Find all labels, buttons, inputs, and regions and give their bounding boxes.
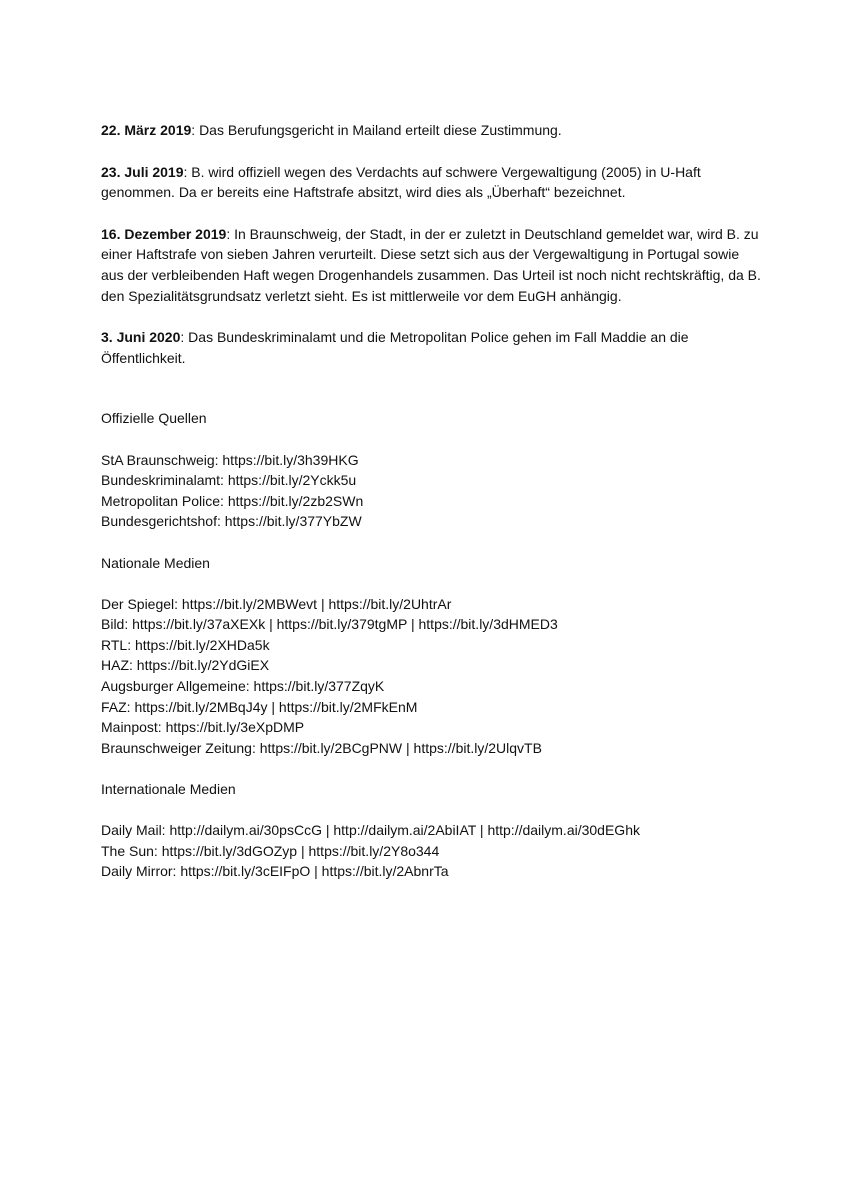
timeline-date: 3. Juni 2020 [101,329,181,346]
timeline-entry [101,120,761,141]
timeline-text: : Das Bundeskriminalamt und die Metropolitan Police gehen im Fall Maddie an die Öffentlichkeit. [101,329,689,366]
spacer [101,368,761,408]
source-line: Augsburger Allgemeine: https://bit.ly/377ZqyK [101,678,385,695]
section-heading-international: Internationale Medien [101,781,236,798]
section-heading-official: Offizielle Quellen [101,410,207,427]
source-line: FAZ: https://bit.ly/2MBqJ4y | https://bit.ly/2MFkEnM [101,698,418,715]
section-heading-national: Nationale Medien [101,554,210,571]
timeline-date: 22. März 2019 [101,122,192,138]
source-line: HAZ: https://bit.ly/2YdGiEX [101,657,270,674]
source-list-official [101,450,761,532]
source-line: Metropolitan Police: https://bit.ly/2zb2SWn [101,492,364,509]
source-line: Bundeskriminalamt: https://bit.ly/2Yckk5u [101,472,357,489]
timeline-text: : Das Berufungsgericht in Mailand erteilt diese Zustimmung. [191,122,562,138]
timeline-date: 23. Juli 2019 [101,163,184,180]
source-line: Der Spiegel: https://bit.ly/2MBWevt | https://bit.ly/2UhtrAr [101,595,452,612]
source-line: Daily Mail: http://dailym.ai/30psCcG | http://dailym.ai/2AbiIAT | http://dailym.ai/30dEGhk [101,822,640,839]
source-list-national [101,594,761,759]
timeline-entry [101,224,761,306]
timeline-date: 16. Dezember 2019 [101,225,227,242]
source-line: Bild: https://bit.ly/37aXEXk | https://bit.ly/379tgMP | https://bit.ly/3dHMED3 [101,616,558,633]
document-page [101,120,761,903]
source-line: Mainpost: https://bit.ly/3eXpDMP [101,719,305,736]
timeline-text: : In Braunschweig, der Stadt, in der er zuletzt in Deutschland gemeldet war, wird B. zu einer Haftstrafe von sieben Jahren verurteilt. Diese setzt sich aus der Vergewaltigung in Portugal sowie aus der verbleibenden Haft wegen Drogenhandels zusammen. Das Urteil ist noch nicht rechtskräftig, da B. den Spezialitätsgrundsatz verletzt sieht. Es ist mittlerweile vor dem EuGH anhängig. [101,225,761,304]
source-line: RTL: https://bit.ly/2XHDa5k [101,636,270,653]
timeline-entry [101,327,761,368]
timeline-entry [101,162,761,203]
source-line: Braunschweiger Zeitung: https://bit.ly/2BCgPNW | https://bit.ly/2UlqvTB [101,739,542,756]
source-line: Bundesgerichtshof: https://bit.ly/377YbZW [101,513,362,530]
timeline-text: : B. wird offiziell wegen des Verdachts auf schwere Vergewaltigung (2005) in U-Haft genommen. Da er bereits eine Haftstrafe absitzt, wird dies als „Überhaft“ bezeichnet. [101,163,701,201]
source-line: Daily Mirror: https://bit.ly/3cEIFpO | https://bit.ly/2AbnrTa [101,863,449,880]
source-line: The Sun: https://bit.ly/3dGOZyp | https://bit.ly/2Y8o344 [101,842,440,859]
source-list-international [101,820,761,882]
source-line: StA Braunschweig: https://bit.ly/3h39HKG [101,451,359,468]
